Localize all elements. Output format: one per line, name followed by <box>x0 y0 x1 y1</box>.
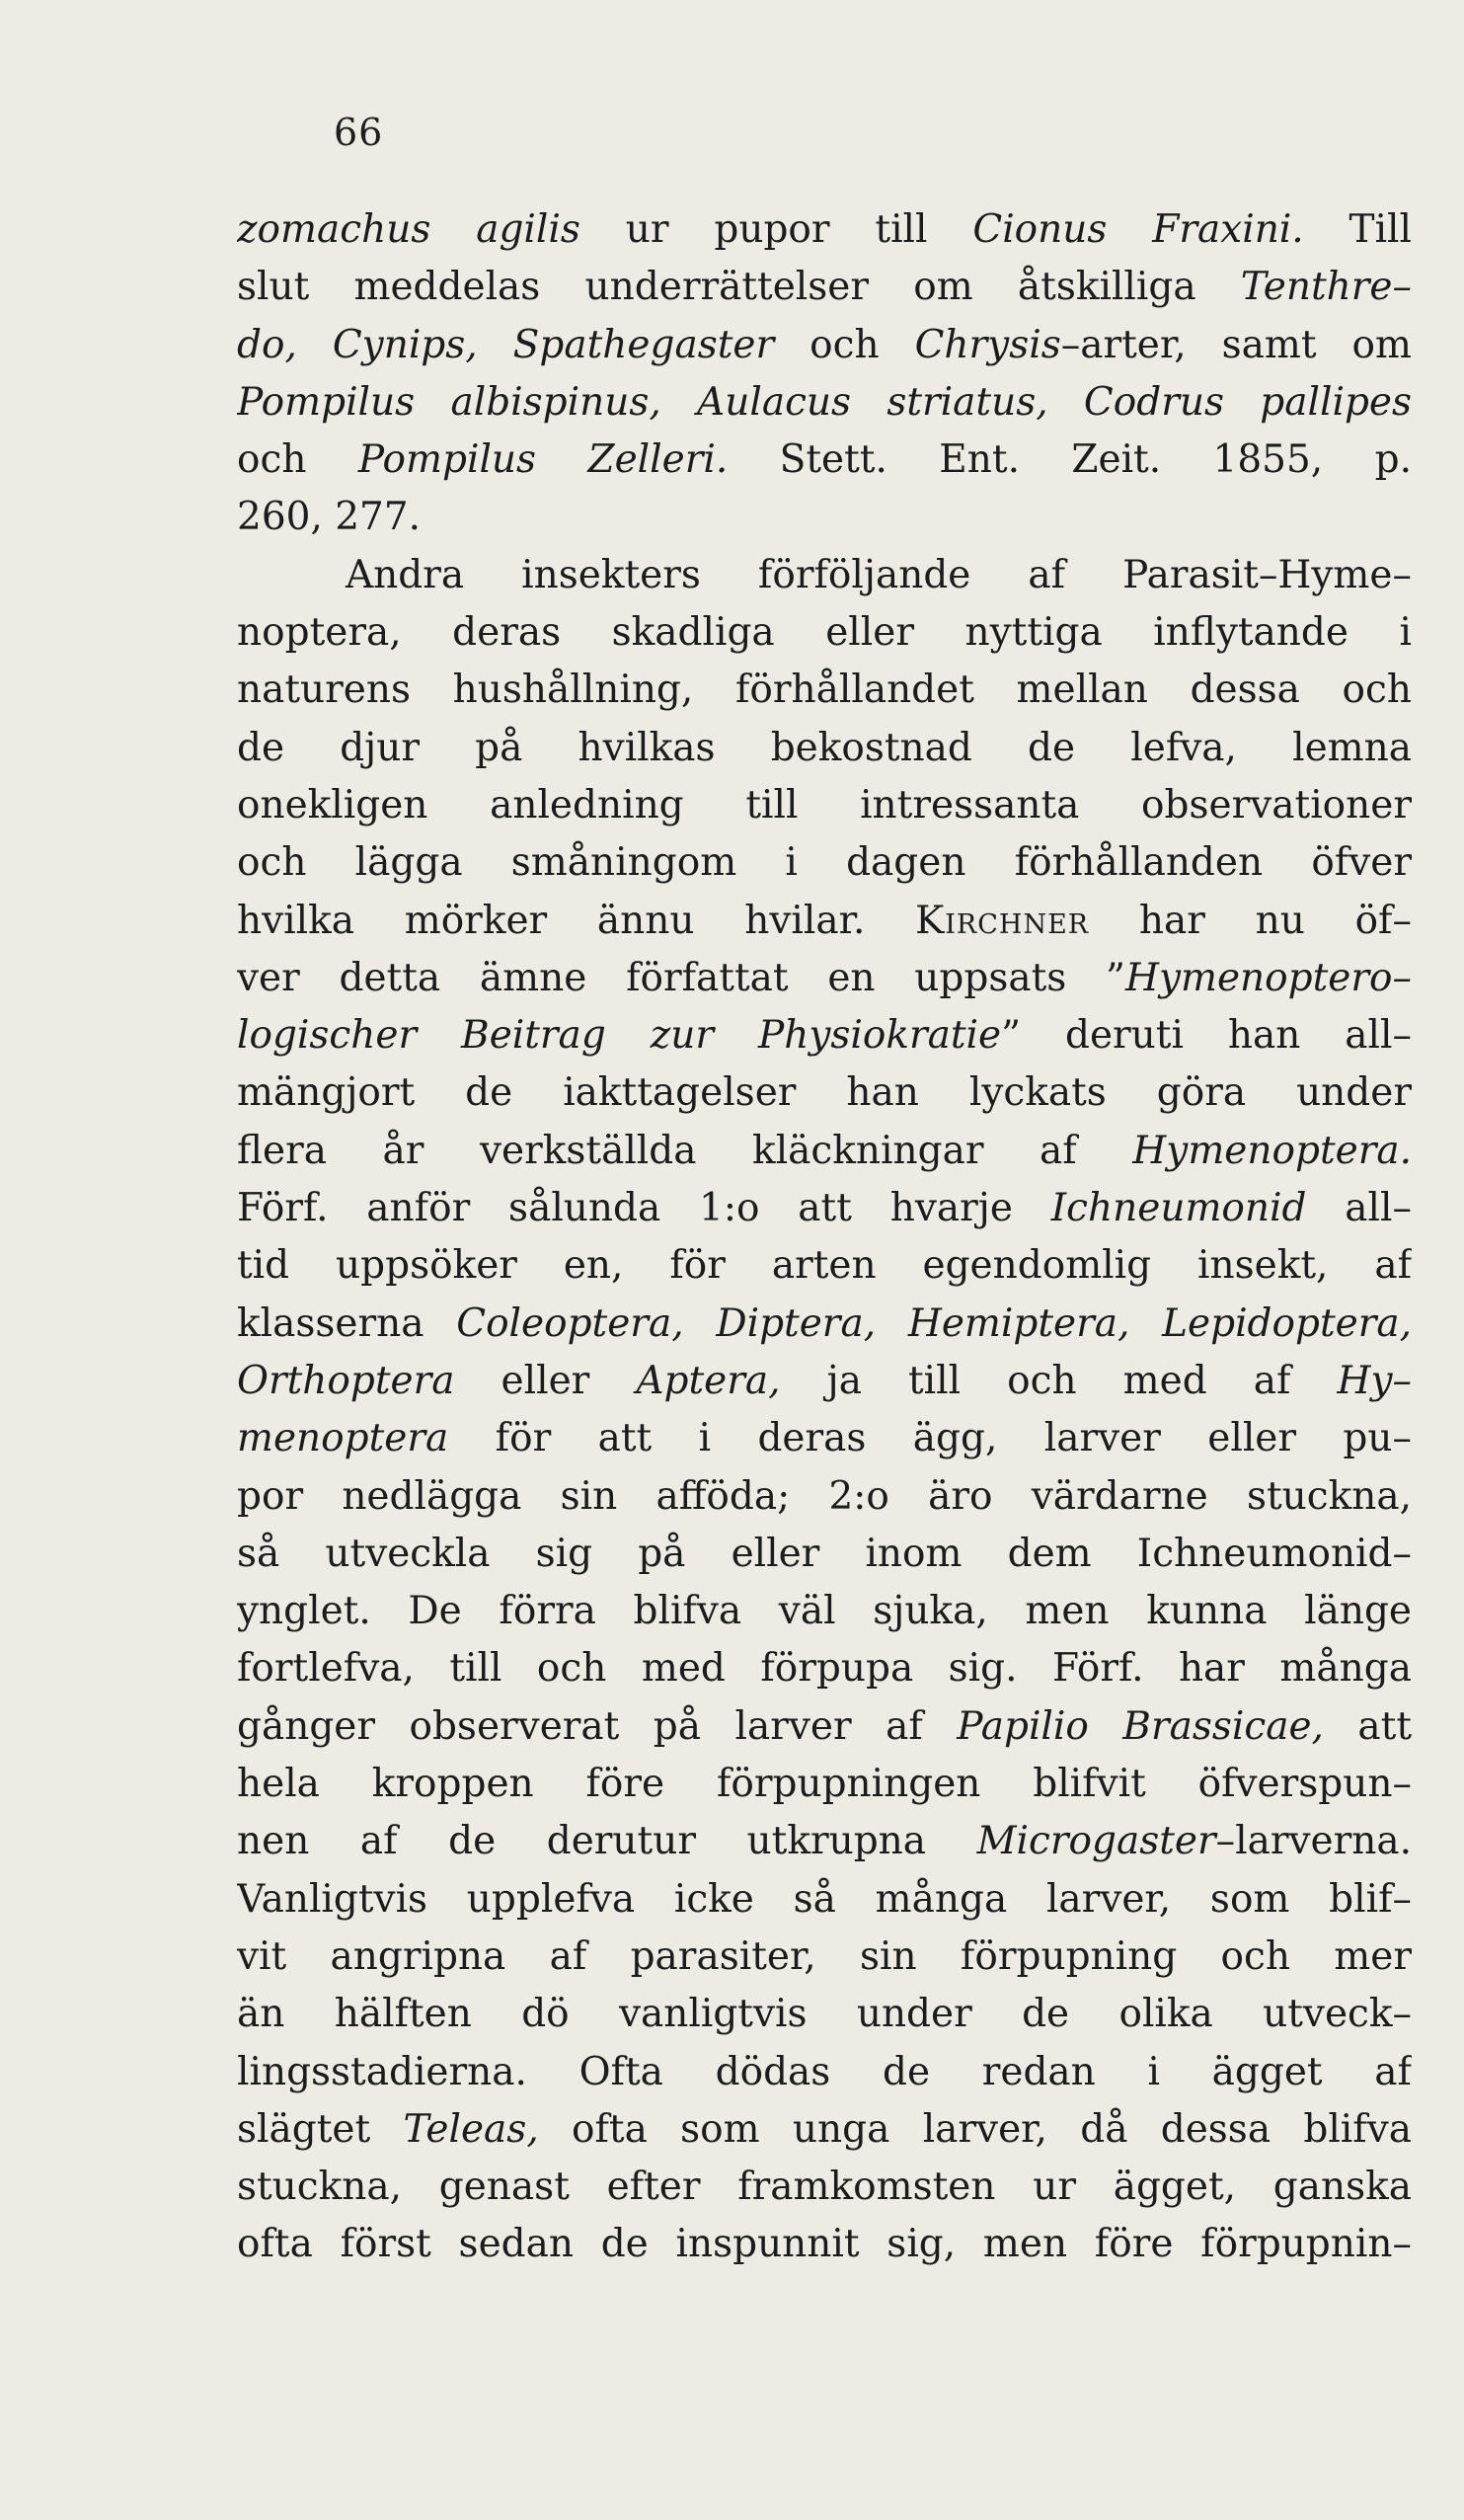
text-line <box>237 893 1412 950</box>
text-run: gånger observerat på larver af <box>237 1703 958 1749</box>
text-run: ur pupor till <box>579 207 973 252</box>
text-line <box>237 1296 1412 1353</box>
text-run: slut meddelas underrättelser om åtskilliga <box>237 265 1241 310</box>
text-line <box>237 1640 1412 1697</box>
text-run: 260, 277. <box>237 495 422 540</box>
italic-term: Coleoptera, Diptera, Hemiptera, Lepidoptera, <box>456 1300 1412 1346</box>
text-line <box>237 2101 1412 2159</box>
italic-term: Pompilus albispinus, Aulacus striatus, Codrus pallipes <box>237 379 1412 425</box>
text-run: och <box>237 437 358 483</box>
text-run: vit angripna af parasiter, sin förpupning och mer <box>237 1933 1412 1979</box>
author-name: Kirchner <box>915 898 1090 943</box>
text-line <box>237 604 1412 662</box>
text-run: mängjort de iakttagelser han lyckats göra under <box>237 1070 1412 1116</box>
text-run: eller <box>454 1358 637 1403</box>
text-run: noptera, deras skadliga eller nyttiga inflytande i <box>237 610 1412 656</box>
italic-term: Orthoptera <box>237 1358 455 1403</box>
italic-term: do, Cynips, Spathegaster <box>237 322 775 367</box>
italic-term: Tenthre– <box>1240 265 1412 310</box>
text-run: så utveckla sig på eller inom dem Ichneumonid– <box>237 1531 1412 1576</box>
text-run: naturens hushållning, förhållandet mellan dessa och <box>237 668 1412 713</box>
text-run: all– <box>1306 1186 1412 1231</box>
text-line <box>237 489 1412 546</box>
text-line <box>237 1064 1412 1122</box>
text-line <box>237 1929 1412 1986</box>
text-line <box>237 1813 1412 1870</box>
text-line <box>237 1526 1412 1583</box>
italic-term: logischer Beitrag zur Physiokratie <box>237 1013 1002 1059</box>
italic-term: Chrysis <box>914 322 1061 367</box>
text-run: Förf. anför sålunda 1:o att hvarje <box>237 1186 1051 1231</box>
text-run: hvilka mörker ännu hvilar. <box>237 898 916 943</box>
text-run: –arter, samt om <box>1060 322 1412 367</box>
text-line <box>237 317 1412 374</box>
italic-term: zomachus agilis <box>237 207 580 252</box>
text-line <box>237 1353 1412 1410</box>
italic-term: Papilio Brassicae, <box>957 1703 1324 1749</box>
text-line <box>237 720 1412 777</box>
text-run: nen af de derutur utkrupna <box>237 1819 977 1864</box>
text-line <box>237 432 1412 489</box>
text-line <box>237 1986 1412 2043</box>
text-line <box>237 2044 1412 2101</box>
text-run: onekligen anledning till intressanta observationer <box>237 782 1412 827</box>
italic-term: Hymenoptera. <box>1132 1128 1412 1173</box>
text-line <box>237 2216 1412 2273</box>
text-run: –larverna. <box>1215 1819 1412 1864</box>
text-run: och <box>774 322 915 367</box>
text-line <box>237 1583 1412 1640</box>
text-run: Stett. Ent. Zeit. 1855, p. <box>728 437 1412 483</box>
text-run: Vanligtvis upplefva icke så många larver, som blif– <box>237 1876 1412 1922</box>
text-run: fortlefva, till och med förpupa sig. Förf. har många <box>237 1646 1412 1692</box>
text-run: klasserna <box>237 1300 457 1346</box>
text-run: har nu öf– <box>1089 898 1412 943</box>
text-run: Till <box>1303 207 1412 252</box>
text-run: ja till och med af <box>780 1358 1338 1403</box>
text-line <box>237 1123 1412 1180</box>
text-run: Andra insekters förföljande af Parasit–Hyme– <box>346 552 1412 597</box>
text-line <box>237 777 1412 834</box>
text-line <box>237 201 1412 259</box>
text-line <box>237 950 1412 1007</box>
italic-term: Pompilus Zelleri. <box>357 437 729 483</box>
text-line <box>237 1468 1412 1526</box>
text-line <box>237 662 1412 719</box>
italic-term: Teleas, <box>403 2106 539 2152</box>
italic-term: Hy– <box>1337 1358 1412 1403</box>
text-run: tid uppsöker en, för arten egendomlig insekt, af <box>237 1243 1412 1289</box>
text-line <box>237 1007 1412 1064</box>
text-line <box>237 834 1412 892</box>
body-text <box>237 201 1412 2274</box>
text-line <box>237 1698 1412 1756</box>
italic-term: Hymenoptero– <box>1124 955 1412 1000</box>
text-run: flera år verkställda kläckningar af <box>237 1128 1133 1173</box>
text-run: hela kroppen före förpupningen blifvit öfverspun– <box>237 1762 1412 1807</box>
text-line <box>237 547 1412 604</box>
text-line <box>237 1237 1412 1295</box>
italic-term: Microgaster <box>976 1819 1216 1864</box>
text-run: att <box>1323 1703 1412 1749</box>
italic-term: menoptera <box>237 1416 449 1461</box>
page-number: 66 <box>334 111 384 154</box>
text-line <box>237 1180 1412 1237</box>
text-line <box>237 259 1412 316</box>
text-run: ” deruti han all– <box>1001 1013 1412 1059</box>
text-run: lingsstadierna. Ofta dödas de redan i ägget af <box>237 2049 1412 2094</box>
text-run: por nedlägga sin afföda; 2:o äro värdarne stuckna, <box>237 1473 1412 1519</box>
text-run: ofta först sedan de inspunnit sig, men före förpupnin– <box>237 2222 1412 2267</box>
text-run: de djur på hvilkas bekostnad de lefva, lemna <box>237 725 1412 770</box>
text-line <box>237 374 1412 432</box>
italic-term: Aptera, <box>636 1358 781 1403</box>
text-line <box>237 1756 1412 1813</box>
text-line <box>237 1410 1412 1467</box>
text-run: för att i deras ägg, larver eller pu– <box>448 1416 1412 1461</box>
text-run: och lägga småningom i dagen förhållanden öfver <box>237 840 1412 886</box>
italic-term: Cionus Fraxini. <box>972 207 1304 252</box>
text-run: ofta som unga larver, då dessa blifva <box>538 2106 1412 2152</box>
text-run: än hälften dö vanligtvis under de olika utveck– <box>237 1992 1412 2037</box>
text-run: ver detta ämne författat en uppsats ” <box>237 955 1125 1000</box>
text-run: ynglet. De förra blifva väl sjuka, men kunna länge <box>237 1589 1412 1634</box>
text-line <box>237 2159 1412 2216</box>
text-line <box>237 1871 1412 1929</box>
italic-term: Ichneumonid <box>1050 1186 1307 1231</box>
text-run: slägtet <box>237 2106 404 2152</box>
text-run: stuckna, genast efter framkomsten ur ägget, ganska <box>237 2165 1412 2210</box>
